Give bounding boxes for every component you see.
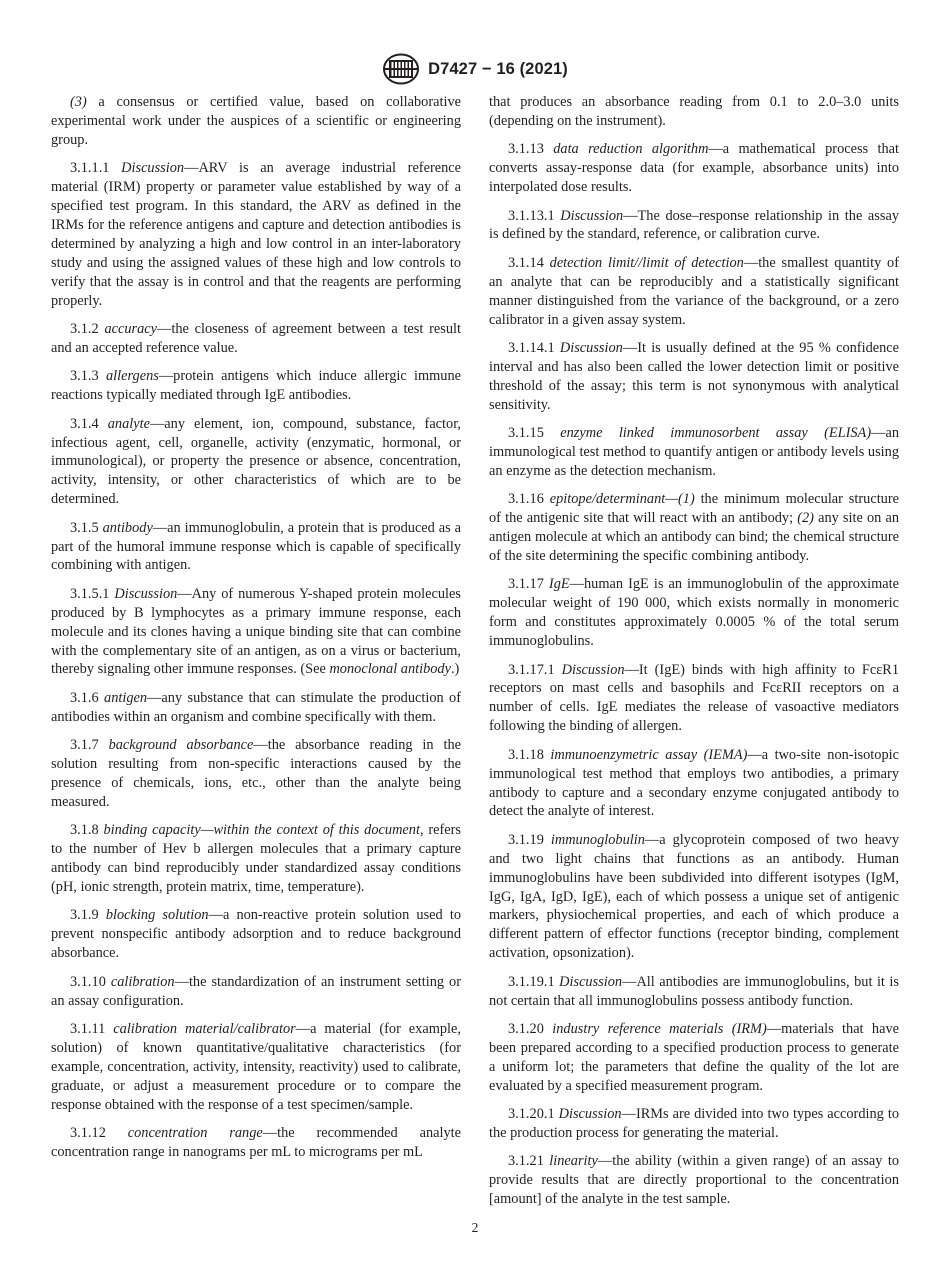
paragraph-text: 3.1.5 xyxy=(70,519,103,536)
defined-term: detection limit//limit of detection xyxy=(549,254,744,271)
paragraph-text: 3.1.17.1 xyxy=(508,661,562,678)
definition-paragraph xyxy=(489,973,899,1011)
defined-term: Discussion xyxy=(559,973,623,990)
paragraph-text: 3.1.19 xyxy=(508,831,551,848)
defined-term: (3) xyxy=(70,94,87,110)
paragraph-text: 3.1.8 xyxy=(70,822,104,839)
defined-term: data reduction algorithm xyxy=(553,141,709,158)
definition-paragraph xyxy=(51,689,461,727)
defined-term: Discussion xyxy=(559,339,623,356)
defined-term: Discussion xyxy=(114,585,178,602)
definition-paragraph xyxy=(489,746,899,822)
paragraph-text: —the recommended analyte concentration range in nanograms per mL to micrograms per mL xyxy=(51,1125,461,1160)
paragraph-text: —a glycoprotein composed of two heavy and two light chains that functions as an antibody. Human immunoglobulins have been subdivided into different isotypes (IgM, IgG, IgA, IgD, IgE), each of which possess a unique set of antigenic markers, physiochemical properties, and each of which produce a different pattern of effector functions (receptor binding, complement activation, opsonization). xyxy=(489,831,899,962)
defined-term: monoclonal antibody xyxy=(329,661,451,678)
definition-paragraph xyxy=(489,207,899,245)
defined-term: immunoenzymetric assay (IEMA) xyxy=(550,746,748,763)
defined-term: industry reference materials (IRM) xyxy=(552,1020,767,1037)
paragraph-text: —ARV is an average industrial reference material (IRM) property or parameter value established by way of a specified test program. In this standard, the ARV as defined in the IRMs for the reference antigens and capture and detection antibodies is determined by analyzing a high and low control in an inter-laboratory study and using the assigned values of these high and low controls to verify that the assay is in control and that the reagents are performing properly. xyxy=(51,160,461,309)
paragraph-text: 3.1.3 xyxy=(70,368,106,385)
left-column xyxy=(51,93,461,1171)
paragraph-text: 3.1.7 xyxy=(70,737,109,754)
defined-term: IgE xyxy=(548,576,570,593)
paragraph-text: —All antibodies are immunoglobulins, but it is not certain that all immunoglobulins possess antibody function. xyxy=(489,973,900,1009)
defined-term: immunoglobulin xyxy=(550,831,645,848)
paragraph-text: 3.1.13 xyxy=(508,141,554,158)
paragraph-text: —any element, ion, compound, substance, factor, infectious agent, cell, organelle, activity (enzymatic, hormonal, or immunological), or property the presence or absence, concentration, activity, intensity, or other characteristics of which are to be determined. xyxy=(51,415,461,508)
definition-paragraph xyxy=(51,519,461,576)
paragraph-text: —a mathematical process that converts assay-response data (for example, absorbance units) into interpolated dose results. xyxy=(489,141,899,196)
paragraph-text: a consensus or certified value, based on collaborative experimental work under the auspices of a scientific or engineering group. xyxy=(51,94,461,148)
paragraph-text: —a non-reactive protein solution used to prevent nonspecific antibody adsorption and to reduce background absorbance. xyxy=(51,907,462,962)
definition-paragraph xyxy=(489,1105,899,1143)
definition-paragraph xyxy=(51,320,461,358)
definition-paragraph xyxy=(489,254,899,330)
paragraph-text: —The dose–response relationship in the assay is defined by the standard, reference, or calibration curve. xyxy=(489,207,900,243)
paragraph-text: —the closeness of agreement between a test result and an accepted reference value. xyxy=(51,320,461,356)
paragraph-text: 3.1.20.1 xyxy=(508,1106,559,1123)
definition-paragraph xyxy=(489,339,899,415)
paragraph-text: 3.1.19.1 xyxy=(508,973,560,990)
definition-paragraph xyxy=(489,831,899,963)
paragraph-text: .) xyxy=(450,661,460,678)
paragraph-text: —any substance that can stimulate the production of antibodies within an organism and combine specifically with them. xyxy=(51,689,461,725)
paragraph-text: —a material (for example, solution) of known quantitative/qualitative characteristics (for example, concentration, activity, intensity, reactivity) used to calibrate, graduate, or adjust a measurement procedure or to compare the response obtained with the response of a test specimen/sample. xyxy=(51,1020,461,1113)
defined-term: Discussion xyxy=(558,1106,622,1123)
definition-paragraph xyxy=(489,1152,899,1209)
paragraph-text: —materials that have been prepared according to a specified production process to generate a uniform lot; the parameters that define the quality of the lot are evaluated by a specified measurement program. xyxy=(489,1020,899,1094)
definition-paragraph xyxy=(51,821,461,897)
definition-paragraph xyxy=(489,575,899,651)
defined-term: (2) xyxy=(797,510,814,527)
paragraph-text: 3.1.14.1 xyxy=(508,339,560,356)
paragraph-text: any site on an antigen molecule at which an antibody can bind; the chemical structure of the site determining the specific combining antibody. xyxy=(489,510,899,565)
right-column xyxy=(489,93,899,1219)
paragraph-text: —the smallest quantity of an analyte that can be reproducibly and a statistically significant manner distinguished from the variance of the background, or a zero calibrator in a given assay system. xyxy=(489,254,900,328)
defined-term: blocking solution xyxy=(105,907,209,924)
definition-paragraph xyxy=(489,490,899,566)
defined-term: calibration material/calibrator xyxy=(113,1020,296,1037)
paragraph-text: —human IgE is an immunoglobulin of the approximate molecular weight of 190 000, which exists normally in monomeric form and constitutes approximately 0.0005 % of the total serum immunoglobulins. xyxy=(489,576,900,650)
definition-paragraph xyxy=(489,93,899,131)
definition-paragraph xyxy=(51,906,461,963)
page-number: 2 xyxy=(471,1220,479,1235)
defined-term: analyte xyxy=(107,415,150,432)
defined-term: concentration range xyxy=(127,1125,263,1141)
defined-term: linearity xyxy=(549,1153,598,1170)
paragraph-text: —the absorbance reading in the solution resulting from non-specific interactions caused by the presence of chemicals, ions, etc., other than the analyte being measured. xyxy=(51,737,462,810)
paragraph-text: —It is usually defined at the 95 % confidence interval and has also been called the lower detection limit or positive threshold of the assay; this term is not synonymous with analytical sensitivity. xyxy=(489,339,900,413)
paragraph-text: —the standardization of an instrument setting or an assay configuration. xyxy=(51,973,461,1009)
defined-term: Discussion xyxy=(561,661,625,678)
defined-term: Discussion xyxy=(121,160,185,177)
paragraph-text: that produces an absorbance reading from 0.1 to 2.0–3.0 units (depending on the instrument). xyxy=(489,94,899,129)
definition-paragraph xyxy=(489,1020,899,1096)
paragraph-text: —Any of numerous Y-shaped protein molecules produced by B lymphocytes as a primary immune response, each molecule and its clones having a unique binding site that can combine with the complementary site of an antigen, as on a virus or bacterium, thereby signaling other immune responses. (See xyxy=(51,585,461,678)
definition-paragraph xyxy=(51,159,461,310)
definition-paragraph xyxy=(51,973,461,1011)
paragraph-text: —IRMs are divided into two types according to the production process for generating the material. xyxy=(489,1106,899,1141)
paragraph-text: 3.1.1.1 xyxy=(70,160,122,177)
paragraph-text: 3.1.21 xyxy=(508,1153,550,1170)
definition-paragraph xyxy=(51,1124,461,1162)
paragraph-text: the minimum molecular structure of the antigenic site that will react with an antibody; xyxy=(489,491,899,527)
definition-paragraph xyxy=(51,1020,461,1115)
document-designation: D7427 − 16 (2021) xyxy=(428,59,568,78)
defined-term: antibody xyxy=(102,519,153,536)
paragraph-text: —an immunological test method to quantify antigen or antibody levels using an enzyme as the detection mechanism. xyxy=(489,425,899,479)
defined-term: binding capacity—within the context of this document xyxy=(103,822,420,839)
paragraph-text: 3.1.11 xyxy=(70,1020,114,1037)
definition-paragraph xyxy=(489,661,899,737)
paragraph-text: 3.1.17 xyxy=(508,576,549,593)
definition-paragraph xyxy=(51,736,461,812)
paragraph-text: —It (IgE) binds with high affinity to FcεR1 receptors on mast cells and basophils and FcεRII receptors on a number of cells. IgE mediates the release of vasoactive mediators following the binding of allergen. xyxy=(489,661,900,735)
paragraph-text: 3.1.5.1 xyxy=(70,585,115,602)
paragraph-text: —protein antigens which induce allergic immune reactions typically mediated through IgE antibodies. xyxy=(51,368,461,404)
defined-term: Discussion xyxy=(560,207,624,224)
page-header xyxy=(0,52,950,86)
paragraph-text: 3.1.14 xyxy=(508,254,550,271)
paragraph-text: 3.1.12 xyxy=(70,1125,128,1141)
paragraph-text: 3.1.13.1 xyxy=(508,207,561,224)
paragraph-text: , refers to the number of Hev b allergen molecules that a primary capture antibody can bind reproducibly under standardized assay conditions (pH, ionic strength, protein matrix, time, temperature). xyxy=(51,822,461,896)
paragraph-text: 3.1.9 xyxy=(70,907,106,924)
paragraph-text: 3.1.15 xyxy=(508,425,561,442)
definition-paragraph xyxy=(489,140,899,197)
definition-paragraph xyxy=(489,424,899,481)
defined-term: allergens xyxy=(105,368,159,385)
paragraph-text: 3.1.20 xyxy=(508,1020,553,1037)
defined-term: antigen xyxy=(104,689,148,706)
astm-logo-icon xyxy=(382,53,420,85)
paragraph-text: 3.1.4 xyxy=(70,415,108,432)
paragraph-text: —a two-site non-isotopic immunological test method that employs two antibodies, a primary antibody to capture and a secondary enzyme conjugated antibody to detect the analyte of interest. xyxy=(489,746,899,820)
paragraph-text: 3.1.2 xyxy=(70,320,105,337)
definition-paragraph xyxy=(51,585,461,680)
definition-paragraph xyxy=(51,93,461,150)
definition-paragraph xyxy=(51,367,461,405)
defined-term: background absorbance xyxy=(108,737,254,754)
definition-paragraph xyxy=(51,415,461,510)
paragraph-text: —the ability (within a given range) of an assay to provide results that are directly proportional to the concentration [amount] of the analyte in the test sample. xyxy=(489,1153,899,1208)
defined-term: accuracy xyxy=(104,320,158,337)
paragraph-text: 3.1.10 xyxy=(70,973,111,990)
defined-term: calibration xyxy=(110,973,175,990)
paragraph-text: 3.1.18 xyxy=(508,746,551,763)
defined-term: enzyme linked immunosorbent assay (ELISA) xyxy=(560,425,872,442)
defined-term: epitope/determinant—(1) xyxy=(549,491,695,508)
paragraph-text: —an immunoglobulin, a protein that is produced as a part of the humoral immune response which is capable of specifically combining with antigen. xyxy=(51,519,461,574)
paragraph-text: 3.1.6 xyxy=(70,689,105,706)
paragraph-text: 3.1.16 xyxy=(508,491,550,508)
